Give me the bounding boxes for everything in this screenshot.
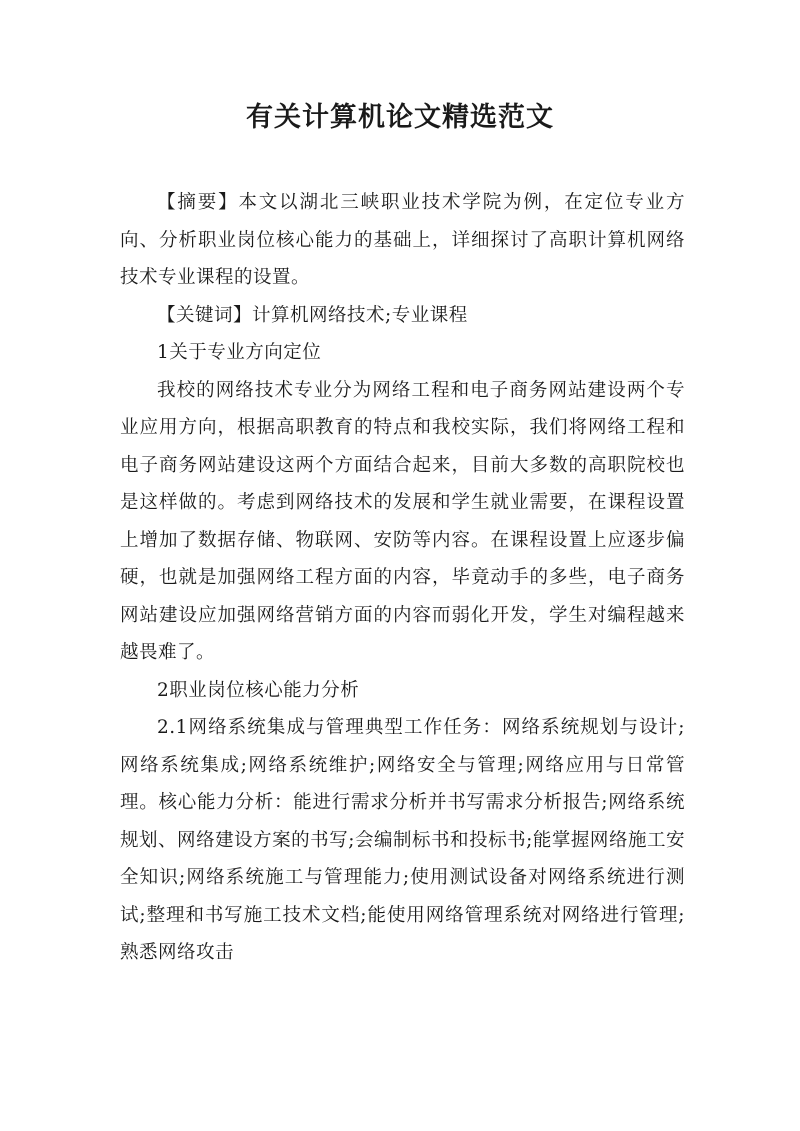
abstract-paragraph: 【摘要】本文以湖北三峡职业技术学院为例，在定位专业方向、分析职业岗位核心能力的基础上，详细探讨了高职计算机网络技术专业课程的设置。 <box>120 192 685 288</box>
body-paragraph: 我校的网络技术专业分为网络工程和电子商务网站建设两个专业应用方向，根据高职教育的特点和我校实际，我们将网络工程和电子商务网站建设这两个方面结合起来，目前大多数的高职院校也是这样做的。考虑到网络技术的发展和学生就业需要，在课程设置上增加了数据存储、物联网、安防等内容。在课程设置上应逐步偏硬，也就是加强网络工程方面的内容，毕竟动手的多些，电子商务网站建设应加强网络营销方面的内容而弱化开发，学生对编程越来越畏难了。 <box>120 379 685 663</box>
body-paragraph: 2.1网络系统集成与管理典型工作任务：网络系统规划与设计;网络系统集成;网络系统维护;网络安全与管理;网络应用与日常管理。核心能力分析：能进行需求分析并书写需求分析报告;网络系统规划、网络建设方案的书写;会编制标书和投标书;能掌握网络施工安全知识;网络系统施工与管理能力;使用测试设备对网络系统进行测试;整理和书写施工技术文档;能使用网络管理系统对网络进行管理;熟悉网络攻击 <box>120 717 685 963</box>
section-heading-2: 2职业岗位核心能力分析 <box>157 679 360 701</box>
section-heading-1: 1关于专业方向定位 <box>157 342 322 363</box>
document-body <box>120 184 685 972</box>
keywords-paragraph: 【关键词】计算机网络技术;专业课程 <box>157 304 468 326</box>
document-title: 有关计算机论文精选范文 <box>246 102 554 133</box>
